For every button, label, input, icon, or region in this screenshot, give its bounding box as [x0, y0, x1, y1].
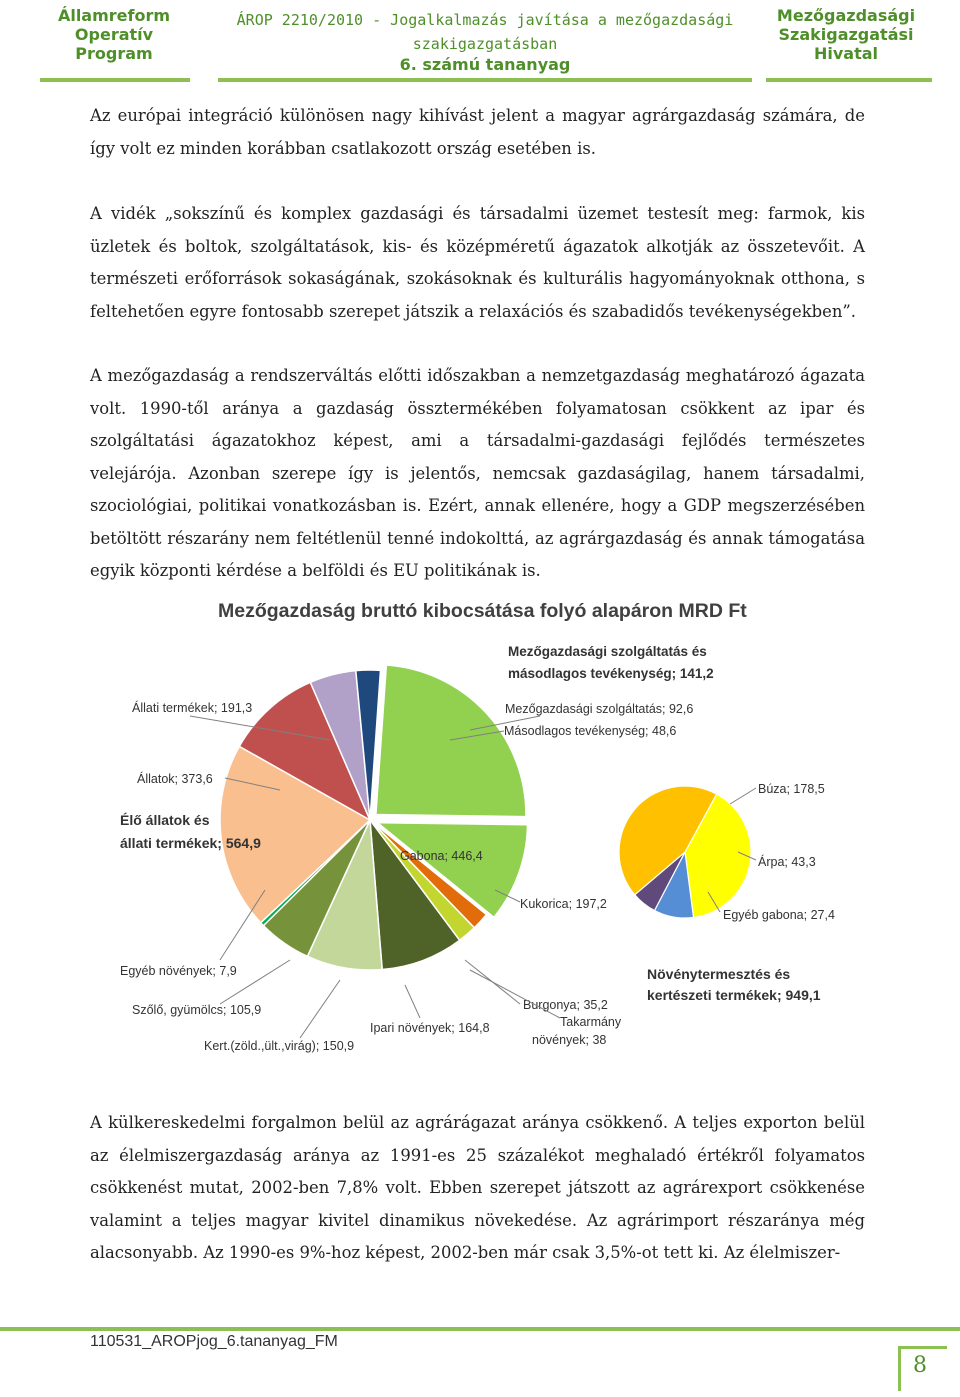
chart-label: Gabona; 446,4 — [400, 849, 483, 863]
footer-rule — [0, 1327, 960, 1331]
chart-label: Mezőgazdasági szolgáltatás és — [508, 644, 707, 659]
pie-slice — [376, 665, 526, 817]
chart-label: Árpa; 43,3 — [758, 855, 816, 869]
paragraph-text: Az európai integráció különösen nagy kihívást jelent a magyar agrárgazdaság számára, de így volt ez minden korábban csatlakozott ország esetében is. — [90, 106, 865, 158]
header-subtitle: 6. számú tananyag — [399, 55, 571, 74]
chart-label: Mezőgazdasági szolgáltatás; 92,6 — [505, 702, 694, 716]
chart-label: Búza; 178,5 — [758, 782, 825, 796]
page-header — [0, 0, 960, 84]
chart-label: Burgonya; 35,2 — [523, 998, 608, 1012]
header-left-line: Államreform — [57, 6, 171, 25]
header-rule-middle — [218, 78, 752, 82]
paragraph-text: A vidék „sokszínű és komplex gazdasági és társadalmi üzemet testesít meg: farmok, kis üzletek és boltok, szolgáltatások, kis- és középméretű ágazatok alkotják az összetevőit. A természeti erőforrások sokaságának, szokásoknak és kulturális hagyományoknak otthona, s feltehetően egyre fontosabb szerepet játszik a relaxációs és szabadidős tevékenységekben”. — [90, 204, 865, 321]
chart-label: Növénytermesztés és — [647, 966, 791, 982]
chart-label: növények; 38 — [532, 1033, 607, 1047]
chart-label: Állatok; 373,6 — [137, 772, 213, 786]
header-right-line: Hivatal — [813, 44, 879, 63]
header-title-line1: ÁROP 2210/2010 - Jogalkalmazás javítása a mezőgazdasági — [236, 11, 734, 29]
chart-label: kertészeti termékek; 949,1 — [647, 987, 821, 1003]
header-right — [766, 6, 926, 63]
header-rule-right — [766, 78, 932, 82]
header-rule-left — [40, 78, 190, 82]
paragraph-text: A mezőgazdaság a rendszerváltás előtti időszakban a nemzetgazdaság meghatározó ágazata volt. 1990-től aránya a gazdaság össztermékében folyamatosan csökkent az ipar és szolgáltatási ágazatokhoz képest, ami a társadalmi-gazdasági fejlődés természetes velejárója. Azonban szerepe így is jelentős, nemcsak gazdaságilag, hanem társadalmi, szociológiai, politikai vonatkozásban is. Ezért, annak ellenére, hogy a GDP megszerzésében betöltött részarány nem feltétlenül tenné indokolttá, az agrárgazdaság és annak támogatása egyik központi kérdése a belföldi és EU politikának is. — [90, 366, 865, 580]
chart-label: Takarmány — [560, 1015, 622, 1029]
output-pie-chart — [120, 590, 860, 1060]
chart-label: állati termékek; 564,9 — [120, 835, 261, 851]
chart-label: Állati termékek; 191,3 — [132, 701, 253, 715]
chart-label: Egyéb gabona; 27,4 — [723, 908, 835, 922]
footer-doc-id: 110531_AROPjog_6.tananyag_FM — [90, 1333, 338, 1350]
header-left — [40, 6, 188, 63]
header-right-line: Mezőgazdasági — [776, 6, 916, 25]
header-left-line: Operatív — [74, 25, 154, 44]
chart-label: Másodlagos tevékenység; 48,6 — [504, 724, 677, 738]
chart-label: Szőlő, gyümölcs; 105,9 — [132, 1003, 262, 1017]
paragraph-3 — [90, 360, 865, 588]
main-pie — [220, 665, 528, 970]
leader-line — [730, 788, 756, 804]
header-middle — [218, 6, 752, 76]
leader-line — [300, 980, 340, 1038]
chart-label: Kukorica; 197,2 — [520, 897, 607, 911]
chart-label: Egyéb növények; 7,9 — [120, 964, 237, 978]
chart-label: másodlagos tevékenység; 141,2 — [508, 666, 714, 681]
paragraph-text: A külkereskedelmi forgalmon belül az agrárágazat aránya csökkenő. A teljes exporton belül az élelmiszergazdaság aránya az 1991-es 25 százalékot meghaladó értékről folyamatos csökkenést mutat, 2002-ben 7,8% volt. Ebben szerepet játszott az agrárexport csökkenése valamint a teljes magyar kivitel dinamikus növekedése. Az agrárimport részaránya még alacsonyabb. Az 1990-es 9%-hoz képest, 2002-ben már csak 3,5%-ot tett ki. Az élelmiszer- — [90, 1113, 865, 1262]
chart-label: Élő állatok és — [120, 812, 210, 828]
paragraph-2 — [90, 198, 865, 328]
paragraph-4 — [90, 1107, 865, 1270]
leader-line — [405, 985, 420, 1018]
header-left-line: Program — [75, 44, 153, 63]
chart-label: Ipari növények; 164,8 — [370, 1021, 490, 1035]
page-number: 8 — [913, 1353, 927, 1378]
paragraph-1 — [90, 100, 865, 165]
chart-title: Mezőgazdaság bruttó kibocsátása folyó alapáron MRD Ft — [218, 600, 747, 622]
header-right-line: Szakigazgatási — [778, 25, 914, 44]
leader-line — [470, 970, 560, 1018]
chart-label: Kert.(zöld.,ült.,virág); 150,9 — [204, 1039, 355, 1053]
secondary-pie — [619, 786, 751, 918]
header-title-line2: szakigazgatásban — [412, 35, 558, 53]
